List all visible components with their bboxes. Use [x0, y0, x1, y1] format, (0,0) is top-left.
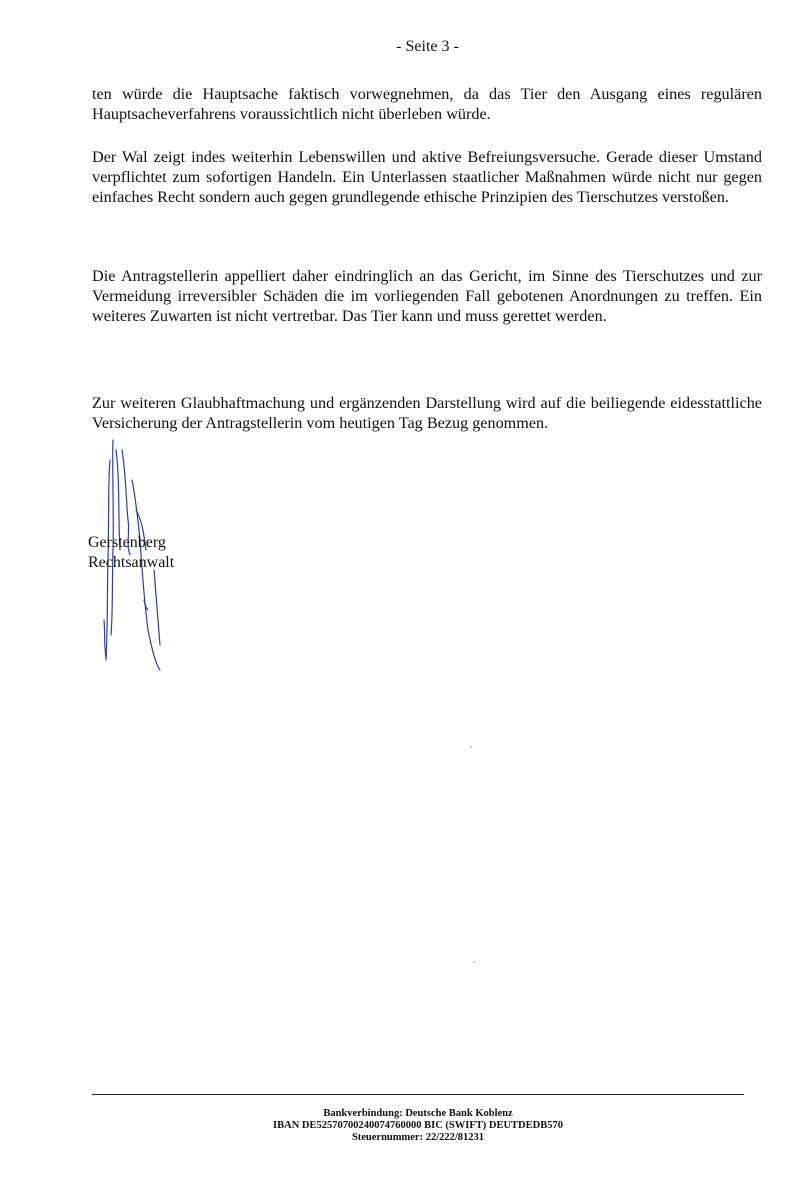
footer-tax-number: Steuernummer: 22/222/81231 [351, 1132, 485, 1143]
page-number: - Seite 3 - [396, 38, 459, 55]
footer-bank: Bankverbindung: Deutsche Bank Koblenz [323, 1108, 513, 1119]
paragraph-4: Zur weiteren Glaubhaftmachung und ergänzenden Darstellung wird auf die beiliegende eidesstattliche Versicherung der Antragstellerin vom heutigen Tag Bezug genommen. [92, 394, 762, 432]
footer-divider [92, 1094, 744, 1095]
paragraph-2: Der Wal zeigt indes weiterhin Lebenswillen und aktive Befreiungsversuche. Gerade dieser Umstand verpflichtet zum sofortigen Handeln. Ein Unterlassen staatlicher Maßnahmen würde nicht nur gegen einfaches Recht sondern auch gegen grundlegende ethische Prinzipien des Tierschutzes verstoßen. [92, 148, 762, 206]
scan-speck [473, 961, 475, 963]
scan-speck [470, 746, 472, 748]
paragraph-1: ten würde die Hauptsache faktisch vorwegnehmen, da das Tier den Ausgang eines regulären Hauptsacheverfahrens voraussichtlich nicht überleben würde. [92, 85, 762, 123]
signoff-block [88, 533, 174, 573]
signer-name: Gerstenberg [88, 534, 166, 551]
paragraph-3: Die Antragstellerin appelliert daher eindringlich an das Gericht, im Sinne des Tierschutzes und zur Vermeidung irreversibler Schäden die im vorliegenden Fall gebotenen Anordnungen zu treffen. Ein weiteres Zuwarten ist nicht vertretbar. Das Tier kann und muss gerettet werden. [92, 267, 762, 325]
footer [92, 1108, 744, 1144]
signer-title: Rechtsanwalt [88, 554, 175, 571]
footer-iban-bic: IBAN DE52570700240074760000 BIC (SWIFT) DEUTDEDB570 [273, 1120, 563, 1131]
